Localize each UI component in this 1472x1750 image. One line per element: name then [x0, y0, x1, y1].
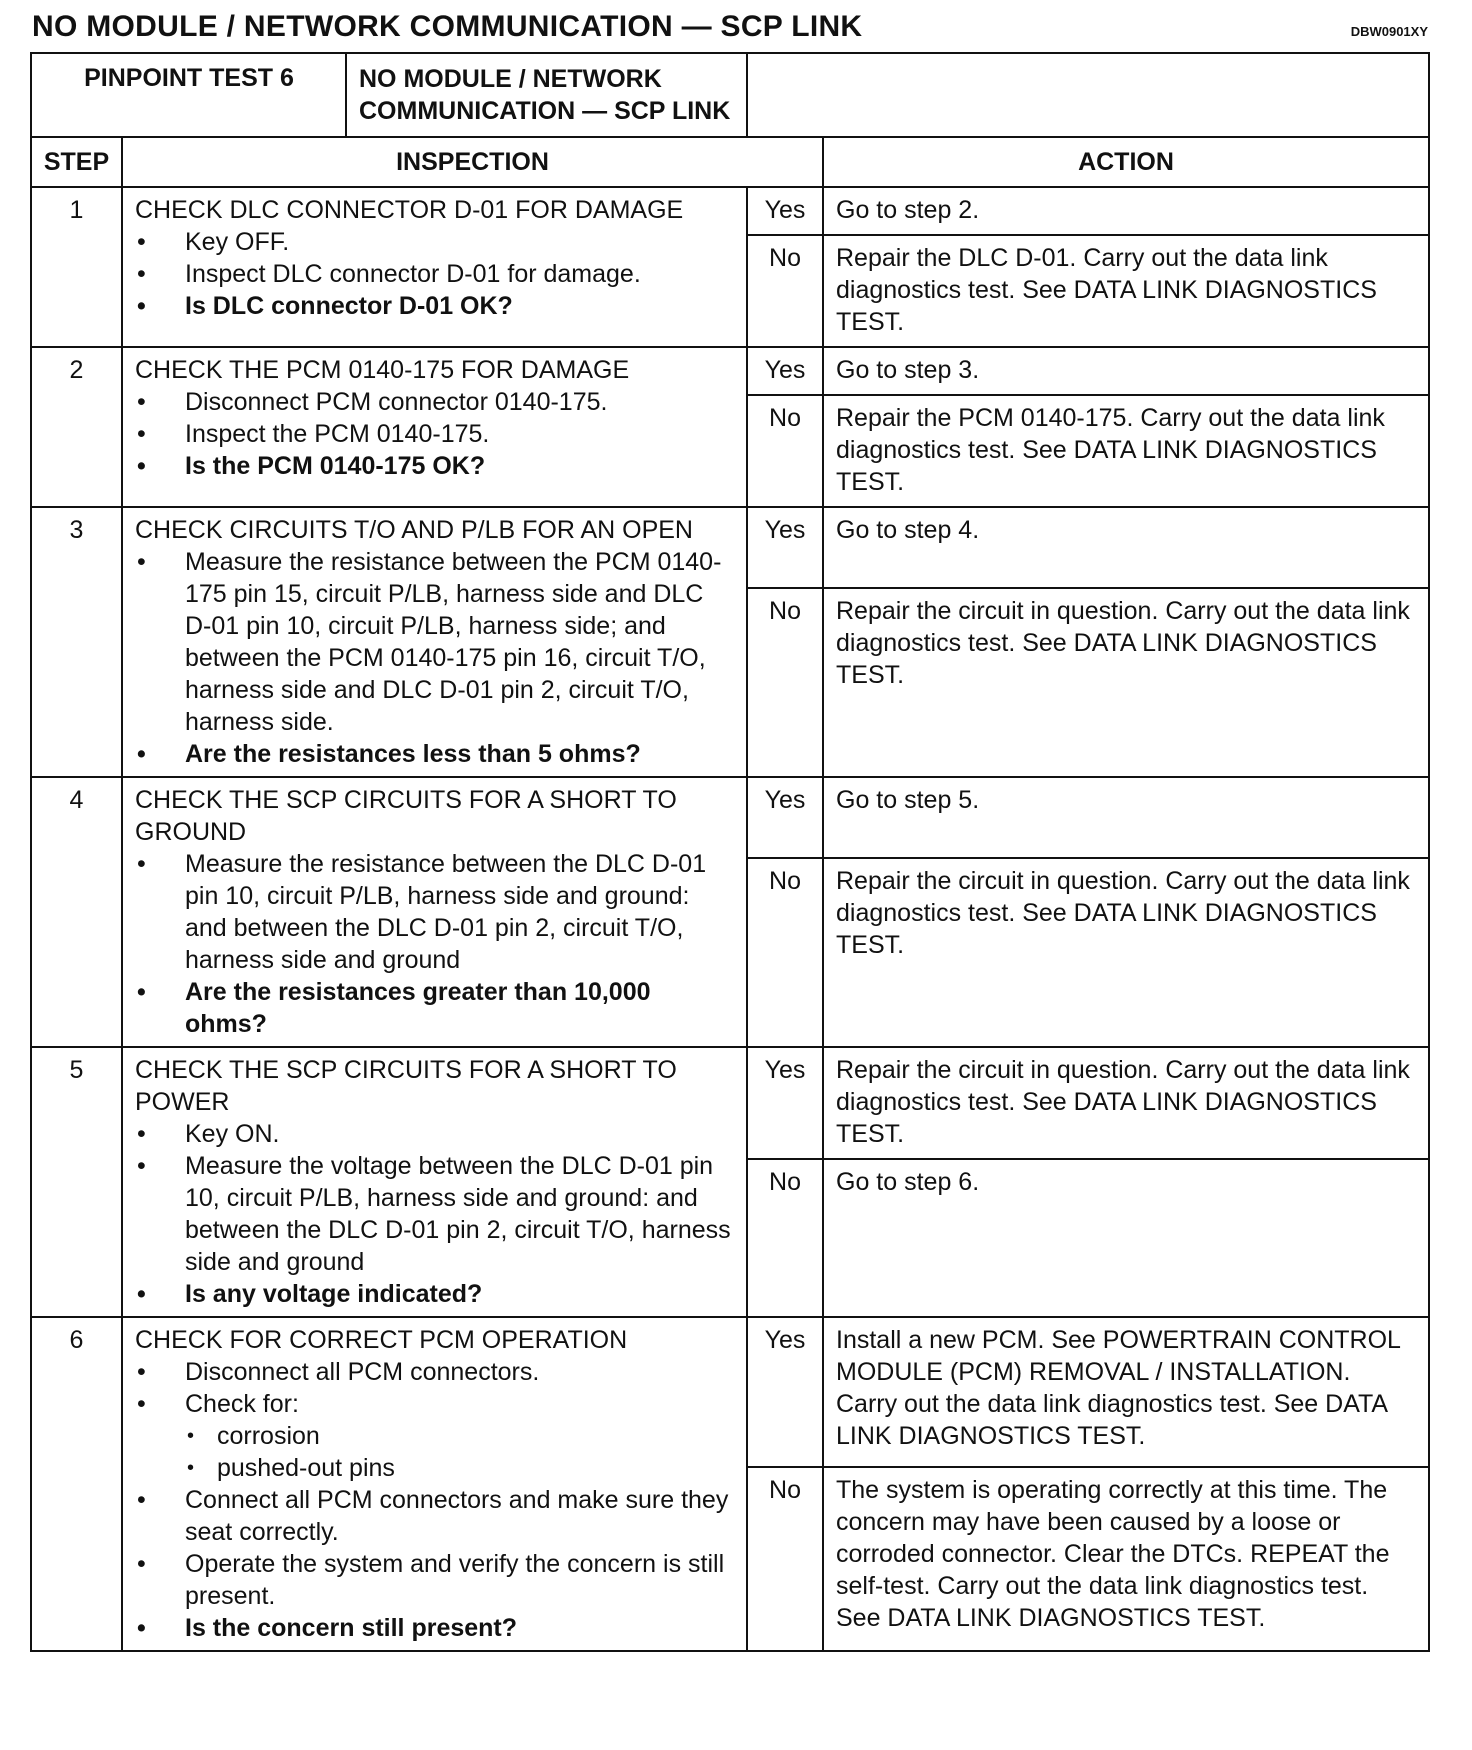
no-answer: No — [747, 235, 823, 347]
yes-action: Go to step 2. — [823, 187, 1429, 235]
document-code: DBW0901XY — [1350, 24, 1428, 39]
no-answer: No — [747, 588, 823, 777]
inspection-cell — [122, 1317, 747, 1651]
step-number: 6 — [31, 1317, 122, 1651]
no-action: Go to step 6. — [823, 1159, 1429, 1317]
step-number: 1 — [31, 187, 122, 347]
inspection-cell — [122, 187, 747, 347]
yes-action: Install a new PCM. See POWERTRAIN CONTROL MODULE (PCM) REMOVAL / INSTALLATION. Carry out the data link diagnostics test. See DATA LINK DIAGNOSTICS TEST. — [823, 1317, 1429, 1467]
check-for-label: Check for: — [185, 1390, 299, 1418]
inspection-item: • Connect all PCM connectors and make sure they seat correctly. — [135, 1484, 734, 1548]
inspection-item: • Inspect DLC connector D-01 for damage. — [135, 258, 734, 290]
yes-answer: Yes — [747, 1317, 823, 1467]
no-action: Repair the DLC D-01. Carry out the data link diagnostics test. See DATA LINK DIAGNOSTICS TEST. — [823, 235, 1429, 347]
yes-answer: Yes — [747, 507, 823, 588]
inspection-question: • Are the resistances less than 5 ohms? — [135, 738, 734, 770]
inspection-column-header: INSPECTION — [122, 137, 823, 187]
yes-action: Go to step 3. — [823, 347, 1429, 395]
inspection-cell — [122, 507, 747, 777]
pinpoint-test-table — [30, 52, 1430, 1652]
inspection-question: • Is any voltage indicated? — [135, 1278, 734, 1310]
inspection-cell — [122, 777, 747, 1047]
yes-answer: Yes — [747, 777, 823, 858]
inspection-item: • Disconnect PCM connector 0140-175. — [135, 386, 734, 418]
no-action: Repair the PCM 0140-175. Carry out the data link diagnostics test. See DATA LINK DIAGNOSTICS TEST. — [823, 395, 1429, 507]
inspection-item: • Disconnect all PCM connectors. — [135, 1356, 734, 1388]
inspection-subitem: • pushed-out pins — [185, 1452, 734, 1484]
yes-answer: Yes — [747, 187, 823, 235]
inspection-title: CHECK CIRCUITS T/O AND P/LB FOR AN OPEN — [135, 516, 693, 544]
step-number: 4 — [31, 777, 122, 1047]
step-row — [31, 187, 1429, 235]
no-action: The system is operating correctly at this time. The concern may have been caused by a loose or corroded connector. Clear the DTCs. REPEAT the self-test. Carry out the data link diagnostics test. See DATA LINK DIAGNOSTICS TEST. — [823, 1467, 1429, 1651]
no-answer: No — [747, 858, 823, 1047]
no-answer: No — [747, 1159, 823, 1317]
inspection-cell — [122, 1047, 747, 1317]
step-column-header: STEP — [31, 137, 122, 187]
inspection-question: • Is the PCM 0140-175 OK? — [135, 450, 734, 482]
inspection-title: CHECK THE PCM 0140-175 FOR DAMAGE — [135, 356, 630, 384]
inspection-item: • Measure the resistance between the PCM 0140-175 pin 15, circuit P/LB, harness side and DLC D-01 pin 10, circuit P/LB, harness side; and between the PCM 0140-175 pin 16, circuit T/O, harness side and DLC D-01 pin 2, circuit T/O, harness side. — [135, 546, 734, 738]
inspection-item: • Measure the resistance between the DLC D-01 pin 10, circuit P/LB, harness side and ground: and between the DLC D-01 pin 2, circuit T/O, harness side and ground — [135, 848, 734, 976]
test-header-row — [31, 53, 1429, 137]
step-row — [31, 1317, 1429, 1467]
inspection-title: CHECK THE SCP CIRCUITS FOR A SHORT TO POWER — [135, 1056, 677, 1116]
inspection-item: • Measure the voltage between the DLC D-01 pin 10, circuit P/LB, harness side and ground: and between the DLC D-01 pin 2, circuit T/O, harness side and ground — [135, 1150, 734, 1278]
page-title: NO MODULE / NETWORK COMMUNICATION — SCP LINK — [32, 10, 863, 43]
no-answer: No — [747, 395, 823, 507]
step-row — [31, 347, 1429, 395]
inspection-question: • Is DLC connector D-01 OK? — [135, 290, 734, 322]
inspection-question: • Are the resistances greater than 10,000 ohms? — [135, 976, 734, 1040]
pinpoint-test-label: PINPOINT TEST 6 — [33, 54, 347, 136]
no-action: Repair the circuit in question. Carry out the data link diagnostics test. See DATA LINK DIAGNOSTICS TEST. — [823, 858, 1429, 1047]
pinpoint-test-name: NO MODULE / NETWORK COMMUNICATION — SCP LINK — [359, 65, 731, 125]
step-number: 3 — [31, 507, 122, 777]
step-number: 2 — [31, 347, 122, 507]
step-row — [31, 777, 1429, 858]
inspection-item: • Inspect the PCM 0140-175. — [135, 418, 734, 450]
yes-answer: Yes — [747, 347, 823, 395]
inspection-title: CHECK FOR CORRECT PCM OPERATION — [135, 1326, 628, 1354]
test-header-filler — [747, 53, 1429, 137]
yes-action: Go to step 5. — [823, 777, 1429, 858]
yes-action: Repair the circuit in question. Carry out the data link diagnostics test. See DATA LINK DIAGNOSTICS TEST. — [823, 1047, 1429, 1159]
inspection-subitem: • corrosion — [185, 1420, 734, 1452]
yes-answer: Yes — [747, 1047, 823, 1159]
inspection-question: • Is the concern still present? — [135, 1612, 734, 1644]
inspection-cell — [122, 347, 747, 507]
test-label-cell — [31, 53, 747, 137]
action-column-header: ACTION — [823, 137, 1429, 187]
inspection-item: • Key ON. — [135, 1118, 734, 1150]
step-number: 5 — [31, 1047, 122, 1317]
no-action: Repair the circuit in question. Carry out the data link diagnostics test. See DATA LINK DIAGNOSTICS TEST. — [823, 588, 1429, 777]
yes-action: Go to step 4. — [823, 507, 1429, 588]
inspection-item — [135, 1388, 734, 1484]
step-row — [31, 507, 1429, 588]
inspection-item: • Key OFF. — [135, 226, 734, 258]
inspection-title: CHECK THE SCP CIRCUITS FOR A SHORT TO GROUND — [135, 786, 677, 846]
step-row — [31, 1047, 1429, 1159]
inspection-item: • Operate the system and verify the concern is still present. — [135, 1548, 734, 1612]
inspection-title: CHECK DLC CONNECTOR D-01 FOR DAMAGE — [135, 196, 684, 224]
no-answer: No — [747, 1467, 823, 1651]
column-header-row — [31, 137, 1429, 187]
